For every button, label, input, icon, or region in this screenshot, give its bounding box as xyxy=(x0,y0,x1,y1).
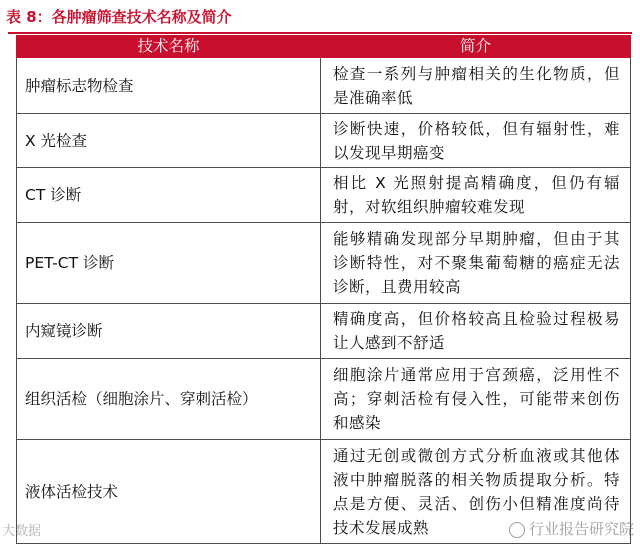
watermark-right-label: 行业报告研究院 xyxy=(528,520,634,538)
header-introduction: 简介 xyxy=(321,36,631,58)
row-name: PET-CT 诊断 xyxy=(17,223,321,304)
row-name: 液体活检技术 xyxy=(17,440,321,544)
row-description: 能够精确发现部分早期肿瘤，但由于其诊断特性，对不聚集葡萄糖的癌症无法诊断，且费用较高 xyxy=(321,223,631,304)
table-caption: 表 8：各肿瘤筛查技术名称及简介 xyxy=(6,8,232,26)
row-name: 内窥镜诊断 xyxy=(17,304,321,359)
header-technology-name: 技术名称 xyxy=(17,36,321,58)
row-description: 通过无创或微创方式分析血液或其他体液中肿瘤脱落的相关物质提取分析。特点是方便、灵活、创伤小但精准度尚待技术发展成熟 xyxy=(321,440,631,544)
row-description: 细胞涂片通常应用于宫颈癌，泛用性不高；穿刺活检有侵入性，可能带来创伤和感染 xyxy=(321,359,631,440)
table-row xyxy=(17,359,631,440)
row-description: 相比 X 光照射提高精确度，但仍有辐射，对软组织肿瘤较难发现 xyxy=(321,168,631,223)
row-name: 组织活检（细胞涂片、穿刺活检） xyxy=(17,359,321,440)
watermark-left: 大数据 xyxy=(2,524,42,539)
table-row xyxy=(17,223,631,304)
table-row xyxy=(17,58,631,114)
row-description: 精确度高，但价格较高且检验过程极易让人感到不舒适 xyxy=(321,304,631,359)
row-name: 肿瘤标志物检查 xyxy=(17,58,321,114)
row-description: 诊断快速，价格较低，但有辐射性，难以发现早期癌变 xyxy=(321,114,631,168)
watermark-right xyxy=(509,518,634,539)
table-row xyxy=(17,168,631,223)
screening-table xyxy=(16,35,631,544)
wechat-icon xyxy=(509,522,525,538)
row-name: X 光检查 xyxy=(17,114,321,168)
table-row xyxy=(17,304,631,359)
table-header-row xyxy=(17,36,631,58)
table-row xyxy=(17,114,631,168)
row-name: CT 诊断 xyxy=(17,168,321,223)
row-description: 检查一系列与肿瘤相关的生化物质，但是准确率低 xyxy=(321,58,631,114)
caption-divider xyxy=(8,32,632,34)
